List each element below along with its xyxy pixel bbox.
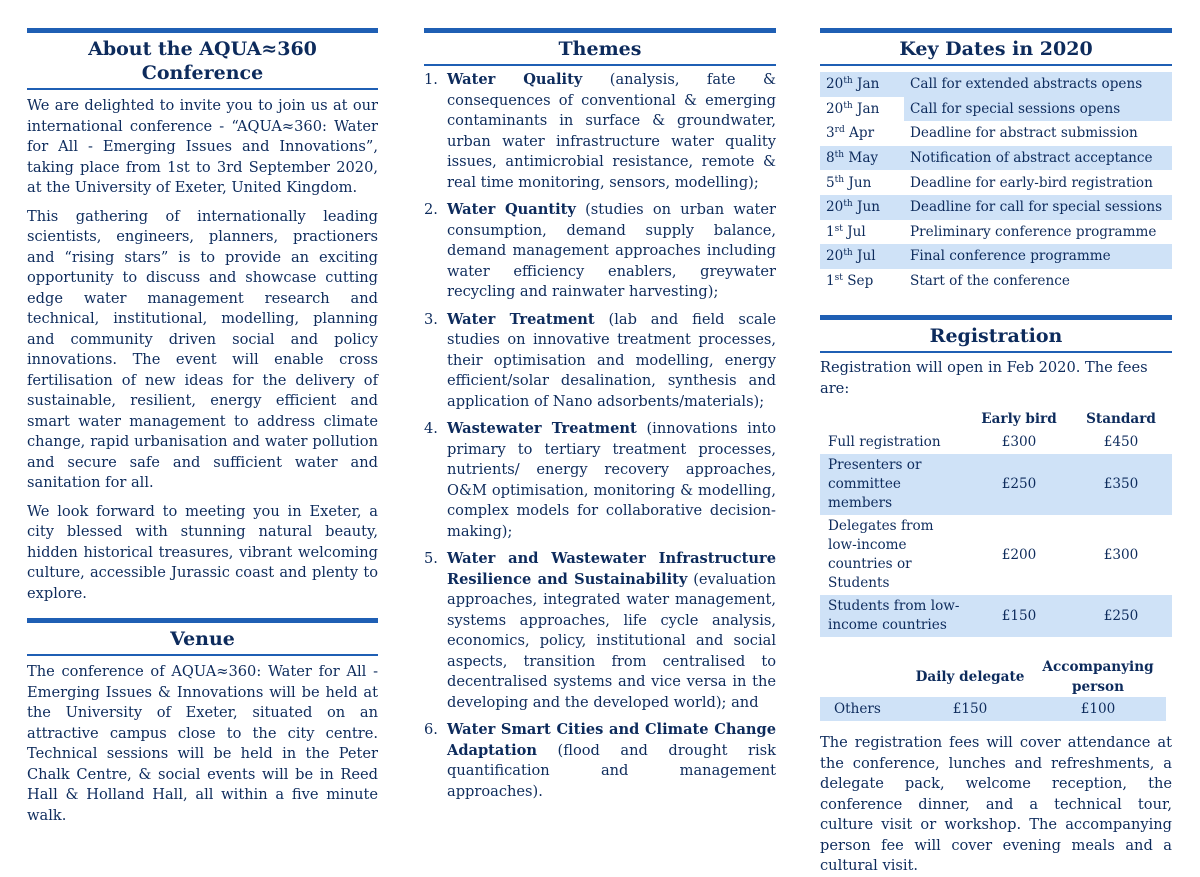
date-cell: 3rd Apr xyxy=(826,125,875,142)
themes-list xyxy=(424,70,776,802)
theme-description: (innovations into primary to tertiary treatment processes, nutrients/ energy recovery approaches, O&M optimisation, monitoring & modelling, complex models for collaborative decision-making); xyxy=(447,420,777,540)
fee-standard: £250 xyxy=(1070,595,1172,637)
date-cell: 1st Jul xyxy=(826,223,866,240)
theme-description: (flood and drought risk quantification and management approaches). xyxy=(447,741,776,800)
fee-row xyxy=(820,454,1172,515)
others-header-daily: Daily delegate xyxy=(915,669,1025,686)
date-row xyxy=(820,146,1172,171)
date-event: Deadline for early-bird registration xyxy=(910,174,1153,191)
other-fees-table xyxy=(820,657,1166,721)
date-cell: 20th Jun xyxy=(820,195,904,220)
date-row xyxy=(820,269,1172,294)
date-event: Call for special sessions opens xyxy=(904,97,1172,122)
fees-header-blank xyxy=(820,407,968,431)
key-dates-heading: Key Dates in 2020 xyxy=(820,28,1172,66)
others-header-accompany: Accompanying person xyxy=(1042,659,1154,696)
theme-title: Water Quantity xyxy=(447,201,576,218)
theme-item xyxy=(424,310,776,413)
registration-heading: Registration xyxy=(820,315,1172,353)
fees-header-early-bird: Early bird xyxy=(981,411,1057,428)
fee-early: £250 xyxy=(968,454,1070,515)
about-heading: About the AQUA≈360 Conference xyxy=(27,28,378,90)
theme-title: Water Smart Cities and Climate Change Adaptation xyxy=(447,721,776,759)
others-accompany-fee: £100 xyxy=(1030,697,1166,721)
about-paragraph-3: We look forward to meeting you in Exeter, a city blessed with stunning natural beauty, hidden historical treasures, vibrant welcoming culture, accessible Jurassic coast and plenty to explore. xyxy=(27,502,378,602)
theme-description: (evaluation approaches, integrated water management, systems approaches, life cycle analysis, economics, policy, institutional and social aspects, transition from centralised to decentralised systems and vice versa in the developing and the developed world); and xyxy=(447,570,776,711)
key-dates-table xyxy=(820,72,1172,293)
theme-item xyxy=(424,549,776,713)
theme-title: Water and Wastewater Infrastructure Resilience and Sustainability xyxy=(447,550,776,588)
about-paragraph-1: We are delighted to invite you to join us at our international conference - “AQUA≈360: Water for All - Emerging Issues and Innovations”, taking place from 1st to 3rd September 2020, at the University of Exeter, United Kingdom. xyxy=(27,97,378,196)
date-row xyxy=(820,97,1172,122)
date-cell: 5th Jun xyxy=(826,174,872,191)
date-cell: 20th Jul xyxy=(820,244,904,269)
fees-header-standard: Standard xyxy=(1086,411,1156,428)
theme-title: Water Quality xyxy=(447,71,583,88)
fee-standard: £300 xyxy=(1103,546,1139,563)
theme-title: Wastewater Treatment xyxy=(447,420,637,437)
date-cell: 8th May xyxy=(820,146,904,171)
theme-number: 2. xyxy=(424,201,438,218)
fee-early: £300 xyxy=(1001,434,1037,451)
date-row xyxy=(820,121,1172,146)
theme-item xyxy=(424,70,776,193)
date-cell: 20th Jan xyxy=(826,100,880,117)
date-row xyxy=(820,220,1172,245)
fee-category: Presenters or committee members xyxy=(820,454,968,515)
theme-number: 6. xyxy=(424,721,438,738)
column-dates-registration xyxy=(820,28,1172,877)
column-about xyxy=(27,28,378,826)
venue-paragraph: The conference of AQUA≈360: Water for All - Emerging Issues & Innovations will be held at the University of Exeter, situated on an attractive campus close to the city centre. Technical sessions will be held in the Peter Chalk Centre, & social events will be in Reed Hall & Holland Hall, all within a five minute walk. xyxy=(27,663,378,824)
date-event: Start of the conference xyxy=(910,273,1070,290)
date-cell: 20th Jan xyxy=(820,72,904,97)
date-event: Deadline for call for special sessions xyxy=(904,195,1172,220)
theme-item xyxy=(424,720,776,802)
registration-note: The registration fees will cover attendance at the conference, lunches and refreshments, a delegate pack, welcome reception, the conference dinner, and a technical tour, culture visit or workshop. The accompanying person fee will cover evening meals and a cultural visit. xyxy=(820,734,1172,875)
registration-fees-table xyxy=(820,407,1172,637)
date-event: Deadline for abstract submission xyxy=(910,125,1138,142)
theme-description: (lab and field scale studies on innovative treatment processes, their optimisation and modelling, energy efficient/solar desalination, synthesis and application of Nano adsorbents/materials); xyxy=(447,310,777,410)
fee-category: Delegates from low-income countries or Students xyxy=(828,518,934,592)
fee-standard: £450 xyxy=(1103,434,1139,451)
theme-number: 3. xyxy=(424,310,438,328)
fee-category: Full registration xyxy=(828,434,941,451)
fee-early: £150 xyxy=(968,595,1070,637)
registration-intro: Registration will open in Feb 2020. The fees are: xyxy=(820,359,1148,397)
date-row xyxy=(820,72,1172,97)
date-row xyxy=(820,244,1172,269)
fee-category: Students from low-income countries xyxy=(820,595,968,637)
theme-number: 4. xyxy=(424,420,438,437)
themes-heading: Themes xyxy=(424,28,776,66)
theme-description: (analysis, fate & consequences of conventional & emerging contaminants in surface & groundwater, urban water infrastructure water quality issues, antimicrobial resistance, remote & real time monitoring, sensors, modelling); xyxy=(447,71,776,191)
fee-early: £200 xyxy=(1001,546,1037,563)
theme-item xyxy=(424,200,776,303)
others-label: Others xyxy=(820,697,910,721)
date-event: Preliminary conference programme xyxy=(910,223,1157,240)
others-header-blank xyxy=(820,657,910,697)
date-event: Final conference programme xyxy=(904,244,1172,269)
theme-item xyxy=(424,419,776,542)
theme-number: 5. xyxy=(424,550,438,567)
date-event: Call for extended abstracts opens xyxy=(904,72,1172,97)
fee-row xyxy=(820,595,1172,637)
fee-standard: £350 xyxy=(1070,454,1172,515)
theme-description: (studies on urban water consumption, demand supply balance, demand management approaches including water efficiency enablers, greywater recycling and rainwater harvesting); xyxy=(447,201,776,300)
venue-heading: Venue xyxy=(27,618,378,656)
date-cell: 1st Sep xyxy=(826,273,874,290)
fee-row xyxy=(820,515,1172,595)
fee-row xyxy=(820,431,1172,454)
date-event: Notification of abstract acceptance xyxy=(904,146,1172,171)
others-daily-fee: £150 xyxy=(910,697,1030,721)
about-paragraph-2: This gathering of internationally leading scientists, engineers, planners, practioners and “rising stars” is to provide an exciting opportunity to discuss and showcase cutting edge water management research and technical, institutional, modelling, planning and community driven social and policy innovations. The event will enable cross fertilisation of new ideas for the delivery of sustainable, resilient, energy efficient and smart water management to address climate change, rapid urbanisation and water pollution and secure safe and sufficient water and sanitation for all. xyxy=(27,207,378,491)
date-row xyxy=(820,195,1172,220)
column-themes xyxy=(424,28,776,809)
others-row xyxy=(820,697,1166,721)
theme-number: 1. xyxy=(424,71,438,88)
date-row xyxy=(820,170,1172,195)
theme-title: Water Treatment xyxy=(447,310,595,328)
